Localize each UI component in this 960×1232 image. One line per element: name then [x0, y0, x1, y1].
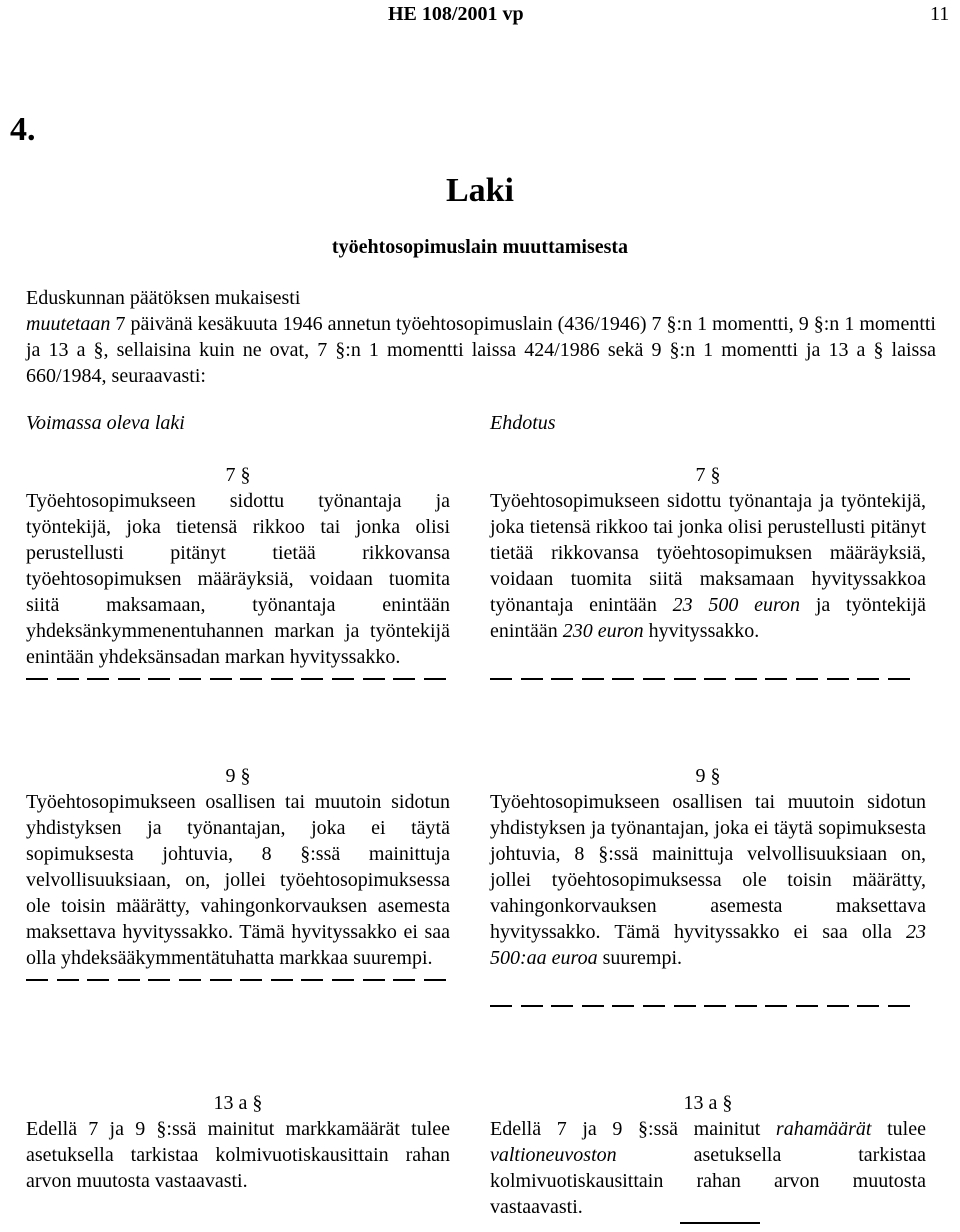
- amended-amount: 230 euron: [562, 620, 644, 642]
- amended-amount: 23 500 euron: [672, 594, 801, 616]
- intro-line: Eduskunnan päätöksen mukaisesti: [26, 287, 301, 309]
- text-run: Edellä 7 ja 9 §:ssä mainitut: [490, 1118, 776, 1140]
- omission-dashes: [490, 1005, 910, 1007]
- text-run: suurempi.: [597, 947, 683, 969]
- left-section-13a: [26, 1090, 450, 1194]
- right-column-heading: Ehdotus: [490, 412, 556, 434]
- section-text: [490, 488, 926, 644]
- amended-amount: 23 500:aa euroa: [490, 921, 926, 969]
- intro-paragraph: [26, 285, 936, 389]
- right-section-9: [490, 763, 926, 1007]
- section-heading: 9 §: [695, 765, 721, 787]
- omission-dashes: [26, 678, 446, 680]
- document-header-title: HE 108/2001 vp: [388, 3, 524, 25]
- section-text: Edellä 7 ja 9 §:ssä mainitut markkamäärät tulee asetuksella tarkistaa kolmivuotiskausittain rahan arvon muutosta vastaavasti.: [26, 1118, 450, 1192]
- section-heading: 13 a §: [213, 1092, 263, 1114]
- omission-dashes: [26, 979, 446, 981]
- intro-rest: 7 päivänä kesäkuuta 1946 annetun työehtosopimuslain (436/1946) 7 §:n 1 momentti, 9 §:n 1 momentti ja 13 a §, sellaisina kuin ne ovat, 7 §:n 1 momentti laissa 424/1986 sekä 9 §:n 1 momentti ja 13 a § laissa 660/1984, seuraavasti:: [26, 313, 936, 387]
- section-text: Työehtosopimukseen sidottu työnantaja ja työntekijä, joka tietensä rikkoo tai jonka olisi perustellusti pitänyt tietää rikkovansa työehtosopimuksen määräyksiä, voidaan tuomita siitä maksamaan, työnantaja enintään yhdeksänkymmenentuhannen markan ja työntekijä enintään yhdeksänsadan markan hyvityssakko.: [26, 490, 450, 668]
- left-section-7: [26, 462, 450, 680]
- section-heading: 7 §: [695, 464, 721, 486]
- text-run: asetuksella tarkistaa kolmivuotiskausittain rahan arvon muutosta vastaavasti.: [490, 1144, 926, 1218]
- left-section-9: [26, 763, 450, 981]
- left-column-heading: Voimassa oleva laki: [26, 412, 185, 434]
- page-number: 11: [930, 3, 950, 25]
- section-heading: 9 §: [225, 765, 251, 787]
- text-run: ja työntekijä enintään: [490, 594, 927, 642]
- text-run: Työehtosopimukseen osallisen tai muutoin sidotun yhdistyksen ja työnantajan, joka ei täytä sopimuksesta johtuvia, 8 §:ssä mainittuja velvollisuuksiaan on, jollei työehtosopimuksessa ole toisin määrätty, vahingonkorvauksen asemesta maksettava hyvityssakko. Tämä hyvityssakko ei saa olla: [490, 791, 926, 943]
- end-rule: [680, 1222, 760, 1224]
- section-number: 4.: [10, 111, 36, 148]
- text-run: Työehtosopimukseen sidottu työnantaja ja työntekijä, joka tietensä rikkoo tai jonka olisi perustellusti pitänyt tietää rikkovansa työehtosopimuksen määräyksiä, voidaan tuomita siitä maksamaan hyvityssakkoa työnantaja enintään: [490, 490, 926, 616]
- section-heading: 13 a §: [683, 1092, 733, 1114]
- intro-body: [26, 311, 936, 389]
- right-section-7: [490, 462, 926, 680]
- section-heading: 7 §: [225, 464, 251, 486]
- section-text: [490, 789, 926, 971]
- right-section-13a: [490, 1090, 926, 1220]
- law-subtitle: työehtosopimuslain muuttamisesta: [331, 236, 629, 258]
- law-title: Laki: [445, 172, 515, 209]
- amended-term: valtioneuvoston: [490, 1144, 617, 1166]
- omission-dashes: [490, 678, 910, 680]
- intro-verb: muutetaan: [26, 313, 111, 335]
- section-text: Työehtosopimukseen osallisen tai muutoin sidotun yhdistyksen ja työnantajan, joka ei täytä sopimuksesta johtuvia, 8 §:ssä mainittuja velvollisuuksiaan, on, jollei työehtosopimuksessa ole toisin määrätty, vahingonkorvauksen asemesta maksettava hyvityssakko. Tämä hyvityssakko ei saa olla yhdeksääkymmentätuhatta markkaa suurempi.: [26, 791, 450, 969]
- text-run: hyvityssakko.: [643, 620, 760, 642]
- text-run: tulee: [871, 1118, 926, 1140]
- section-text: [490, 1116, 926, 1220]
- amended-term: rahamäärät: [775, 1118, 872, 1140]
